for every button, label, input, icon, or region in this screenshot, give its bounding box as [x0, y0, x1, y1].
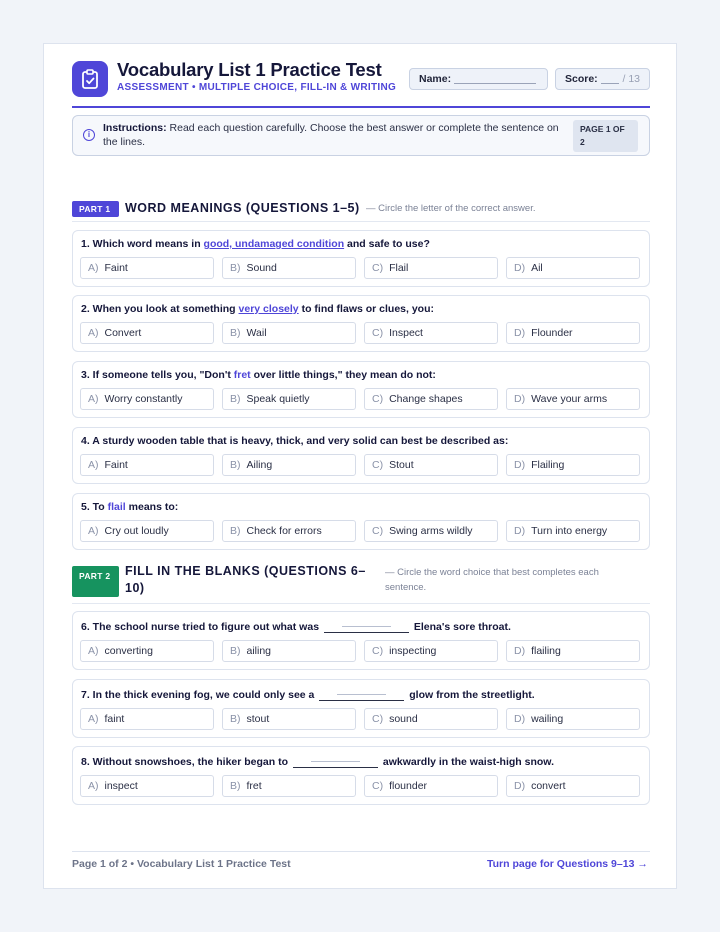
- question-card: [72, 493, 650, 550]
- answer-option[interactable]: [364, 322, 498, 344]
- option-label: convert: [531, 780, 566, 792]
- option-letter: C): [372, 780, 384, 792]
- option-label: flounder: [389, 780, 428, 792]
- page-title: Vocabulary List 1 Practice Test: [117, 59, 382, 80]
- option-label: Wave your arms: [531, 393, 608, 405]
- question-stem: 3. If someone tells you, "Don't: [81, 369, 234, 381]
- option-label: fret: [246, 780, 262, 792]
- option-label: sound: [389, 713, 418, 725]
- answer-option[interactable]: [506, 257, 640, 279]
- question-ending: and safe to use?: [344, 238, 430, 250]
- option-letter: A): [88, 525, 99, 537]
- clipboard-check-icon: [72, 61, 108, 97]
- test-sheet: [43, 43, 677, 889]
- option-label: Flailing: [531, 459, 565, 471]
- score-total: / 13: [622, 73, 640, 85]
- part1-heading: WORD MEANINGS (QUESTIONS 1–5): [125, 201, 360, 215]
- option-letter: A): [88, 262, 99, 274]
- option-label: wailing: [531, 713, 564, 725]
- answer-option[interactable]: [364, 640, 498, 662]
- part1-badge: PART 1: [72, 201, 119, 217]
- option-label: Inspect: [389, 327, 423, 339]
- highlighted-term: flail: [107, 501, 126, 513]
- question-stem: 6. The school nurse tried to figure out what was: [81, 621, 320, 633]
- question-card: [72, 295, 650, 352]
- question-stem: 2. When you look at something: [81, 303, 239, 315]
- question-stem: 5. To: [81, 501, 108, 513]
- option-label: Faint: [104, 459, 128, 471]
- info-icon: i: [83, 129, 95, 141]
- option-label: Check for errors: [246, 525, 322, 537]
- answer-blank[interactable]: [293, 754, 378, 768]
- option-letter: B): [230, 780, 241, 792]
- next-page-link[interactable]: Turn page for Questions 9–13 →: [487, 858, 648, 870]
- option-label: inspecting: [389, 645, 437, 657]
- part1-note: — Circle the letter of the correct answer.: [366, 203, 536, 214]
- question-ending: means to:: [125, 501, 179, 513]
- question-text: [81, 369, 436, 381]
- option-label: Wail: [246, 327, 267, 339]
- option-letter: D): [514, 459, 526, 471]
- footer-rule: [72, 851, 650, 852]
- option-label: Flail: [389, 262, 409, 274]
- answer-blank[interactable]: [324, 619, 409, 633]
- question-ending: glow from the streetlight.: [409, 689, 535, 701]
- name-label: Name:: [419, 73, 452, 85]
- option-letter: B): [230, 393, 241, 405]
- question-stem: 4. A sturdy wooden table that is heavy, thick, and very solid can best be described as:: [81, 435, 509, 447]
- option-label: Change shapes: [389, 393, 463, 405]
- name-field[interactable]: [409, 68, 548, 90]
- question-card: [72, 361, 650, 418]
- highlighted-term: fret: [233, 369, 251, 381]
- footer-page-info: Page 1 of 2 • Vocabulary List 1 Practice Test: [72, 858, 291, 870]
- question-card: [72, 230, 650, 287]
- part2-heading: FILL IN THE BLANKS (QUESTIONS 6–10): [125, 564, 366, 595]
- part2-rule: [72, 603, 650, 604]
- answer-option[interactable]: [222, 640, 356, 662]
- option-label: faint: [104, 713, 125, 725]
- option-label: converting: [104, 645, 153, 657]
- instructions-body: Read each question carefully. Choose the best answer or complete the sentence on the lines.: [103, 122, 559, 148]
- option-letter: D): [514, 262, 526, 274]
- question-stem: 7. In the thick evening fog, we could only see a: [81, 689, 315, 701]
- name-line[interactable]: [454, 74, 536, 84]
- question-text: [81, 687, 535, 701]
- option-label: Worry constantly: [104, 393, 183, 405]
- score-field[interactable]: [555, 68, 650, 90]
- option-letter: D): [514, 645, 526, 657]
- highlighted-term: very closely: [238, 303, 299, 315]
- question-card: [72, 611, 650, 670]
- answer-option[interactable]: [222, 775, 356, 797]
- option-letter: D): [514, 780, 526, 792]
- option-label: flailing: [531, 645, 561, 657]
- question-stem: 1. Which word means in: [81, 238, 204, 250]
- answer-option[interactable]: [80, 708, 214, 730]
- option-letter: C): [372, 459, 384, 471]
- answer-option[interactable]: [364, 775, 498, 797]
- option-label: Cry out loudly: [104, 525, 169, 537]
- option-letter: B): [230, 327, 241, 339]
- question-text: [81, 303, 434, 315]
- option-letter: A): [88, 713, 99, 725]
- answer-option[interactable]: [80, 520, 214, 542]
- page-badge: PAGE 1 OF 2: [573, 120, 638, 152]
- answer-option[interactable]: [80, 322, 214, 344]
- instructions-label: Instructions:: [103, 122, 167, 134]
- instructions-box: [72, 115, 650, 156]
- option-label: Ailing: [246, 459, 273, 471]
- question-text: [81, 501, 178, 513]
- option-letter: C): [372, 327, 384, 339]
- answer-option[interactable]: [80, 640, 214, 662]
- option-label: Convert: [104, 327, 142, 339]
- answer-option[interactable]: [80, 454, 214, 476]
- answer-option[interactable]: [506, 640, 640, 662]
- answer-option[interactable]: [80, 388, 214, 410]
- option-label: Swing arms wildly: [389, 525, 473, 537]
- answer-option[interactable]: [506, 454, 640, 476]
- answer-blank[interactable]: [319, 687, 404, 701]
- question-text: [81, 754, 554, 768]
- answer-option[interactable]: [80, 775, 214, 797]
- answer-option[interactable]: [222, 322, 356, 344]
- option-letter: B): [230, 525, 241, 537]
- question-ending: to find flaws or clues, you:: [298, 303, 435, 315]
- answer-option[interactable]: [364, 520, 498, 542]
- option-letter: C): [372, 525, 384, 537]
- answer-option[interactable]: [222, 257, 356, 279]
- option-label: inspect: [104, 780, 138, 792]
- question-text: [81, 238, 430, 250]
- question-text: [81, 435, 508, 447]
- option-letter: D): [514, 525, 526, 537]
- answer-option[interactable]: [506, 322, 640, 344]
- option-letter: C): [372, 645, 384, 657]
- question-text: [81, 619, 511, 633]
- option-label: Sound: [246, 262, 277, 274]
- answer-option[interactable]: [364, 388, 498, 410]
- question-ending: over little things," they mean do not:: [250, 369, 436, 381]
- option-letter: B): [230, 713, 241, 725]
- option-letter: A): [88, 393, 99, 405]
- option-letter: A): [88, 645, 99, 657]
- part2-note: — Circle the word choice that best completes each sentence.: [385, 567, 599, 593]
- part2-badge: PART 2: [72, 566, 119, 597]
- option-letter: A): [88, 327, 99, 339]
- question-stem: 8. Without snowshoes, the hiker began to: [81, 756, 289, 768]
- option-letter: D): [514, 327, 526, 339]
- part1-rule: [72, 221, 650, 222]
- option-letter: A): [88, 780, 99, 792]
- option-label: Turn into energy: [531, 525, 608, 537]
- option-label: Flounder: [531, 327, 573, 339]
- answer-option[interactable]: [364, 454, 498, 476]
- option-letter: B): [230, 262, 241, 274]
- option-letter: C): [372, 262, 384, 274]
- highlighted-term: good, undamaged condition: [203, 238, 345, 250]
- answer-option[interactable]: [222, 454, 356, 476]
- answer-option[interactable]: [222, 708, 356, 730]
- option-letter: D): [514, 393, 526, 405]
- option-label: Faint: [104, 262, 128, 274]
- question-card: [72, 679, 650, 738]
- question-card: [72, 746, 650, 805]
- option-label: Ail: [531, 262, 543, 274]
- option-label: ailing: [246, 645, 272, 657]
- option-letter: B): [230, 459, 241, 471]
- header-rule: [72, 106, 650, 108]
- score-label: Score:: [565, 73, 598, 85]
- answer-option[interactable]: [222, 520, 356, 542]
- question-ending: awkwardly in the waist-high snow.: [382, 756, 554, 768]
- answer-option[interactable]: [506, 388, 640, 410]
- answer-option[interactable]: [506, 708, 640, 730]
- answer-option[interactable]: [364, 257, 498, 279]
- option-label: stout: [246, 713, 270, 725]
- option-letter: D): [514, 713, 526, 725]
- instructions-text: [103, 121, 568, 149]
- answer-option[interactable]: [222, 388, 356, 410]
- option-letter: A): [88, 459, 99, 471]
- score-line[interactable]: [601, 74, 620, 84]
- question-ending: Elena's sore throat.: [413, 621, 511, 633]
- option-label: Stout: [389, 459, 414, 471]
- option-letter: C): [372, 393, 384, 405]
- page-subtitle: ASSESSMENT • MULTIPLE CHOICE, FILL-IN & WRITING: [117, 82, 397, 93]
- option-letter: B): [230, 645, 241, 657]
- answer-option[interactable]: [506, 775, 640, 797]
- answer-option[interactable]: [364, 708, 498, 730]
- option-label: Speak quietly: [246, 393, 310, 405]
- answer-option[interactable]: [506, 520, 640, 542]
- answer-option[interactable]: [80, 257, 214, 279]
- option-letter: C): [372, 713, 384, 725]
- question-card: [72, 427, 650, 484]
